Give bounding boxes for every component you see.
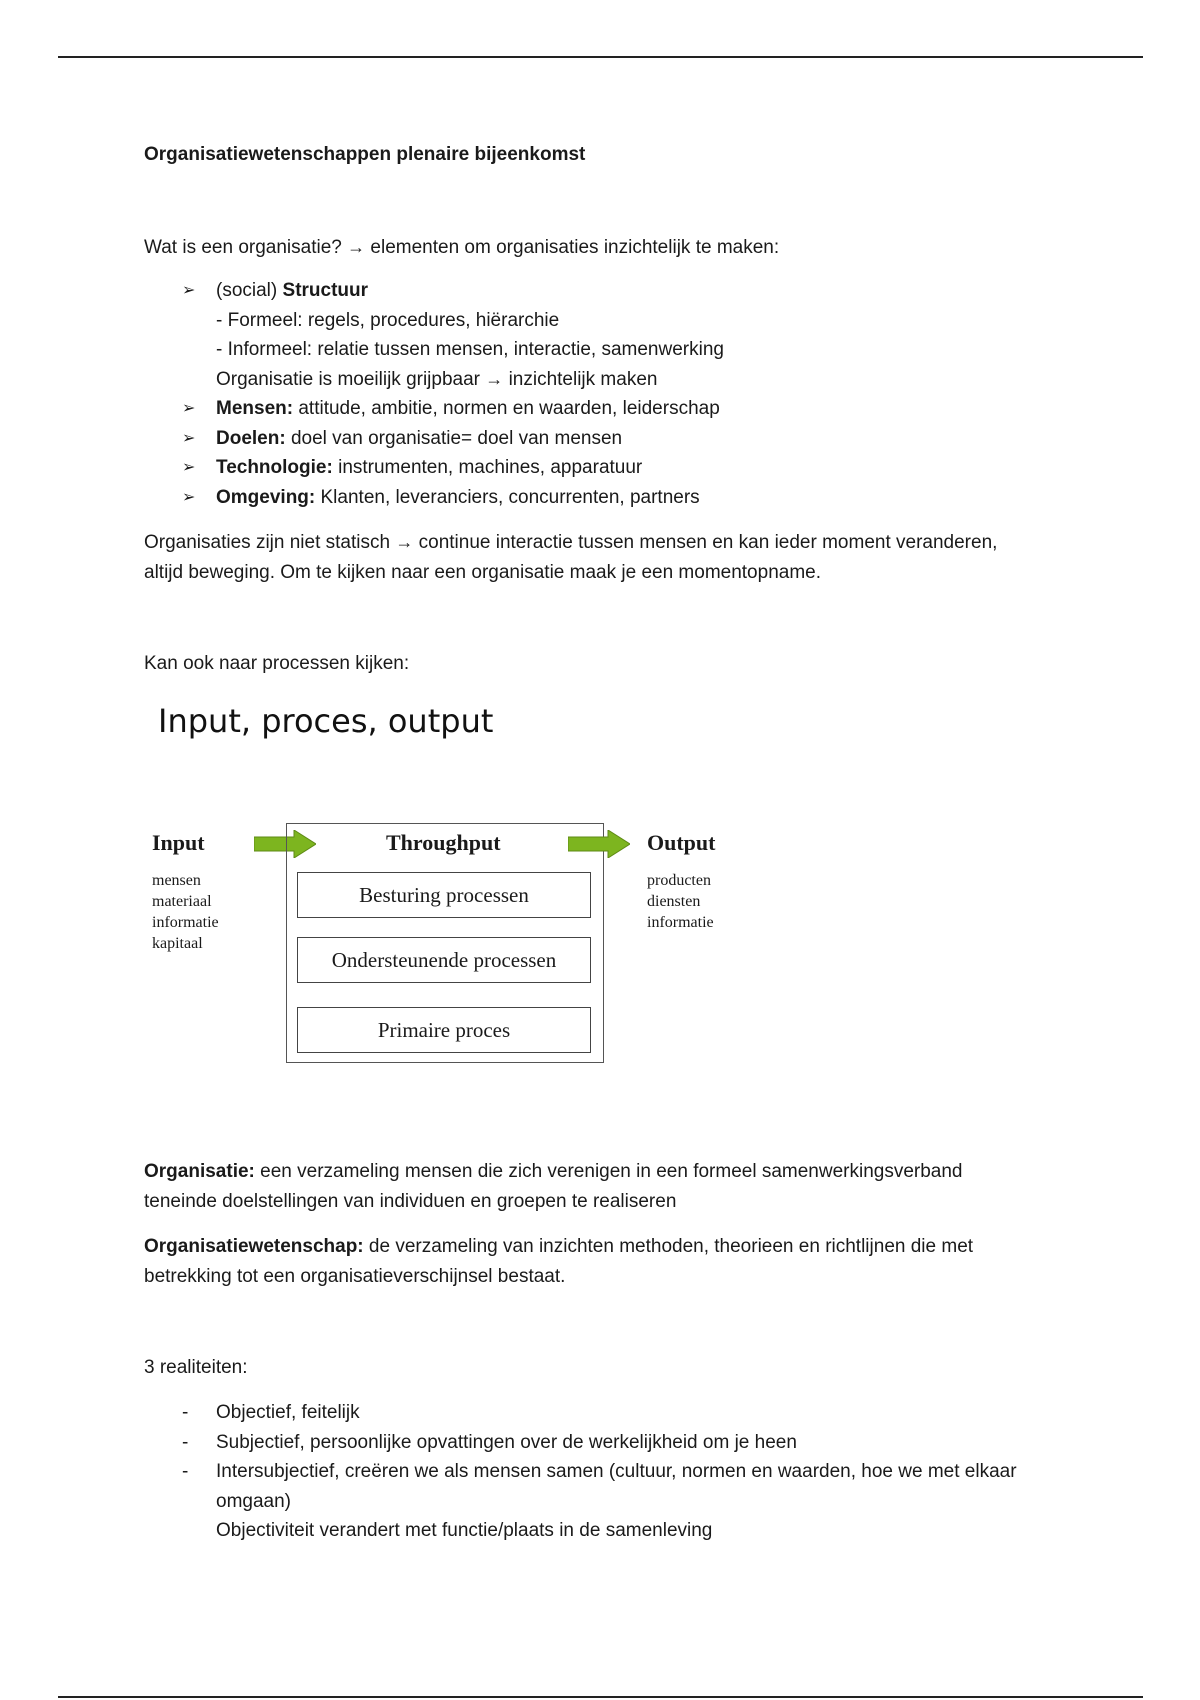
page-title: Organisatiewetenschappen plenaire bijeenkomst xyxy=(144,144,586,165)
diagram-title: Input, proces, output xyxy=(158,702,494,740)
reality-note: Objectiviteit verandert met functie/plaats in de samenleving xyxy=(216,1520,713,1541)
dynamic-paragraph xyxy=(144,527,1034,588)
input-label: Input xyxy=(152,830,205,855)
note-after: inzichtelijk maken xyxy=(508,368,658,390)
process-box-ondersteunend: Ondersteunende processen xyxy=(297,937,591,983)
doelen-text: doel van organisatie= doel van mensen xyxy=(285,427,623,449)
dynamic-before: Organisaties zijn niet statisch xyxy=(144,532,391,553)
arrow-bullet-icon: ➢ xyxy=(182,429,196,447)
dash-bullet-icon: - xyxy=(182,1402,189,1423)
arrow-right-icon: → xyxy=(485,368,504,389)
mensen-text: attitude, ambitie, normen en waarden, leiderschap xyxy=(293,398,720,419)
definition-term: Organisatiewetenschap: xyxy=(144,1236,364,1257)
footer-rule xyxy=(58,1696,1143,1698)
structuur-informeel: - Informeel: relatie tussen mensen, interactie, samenwerking xyxy=(216,339,724,360)
list-item-technologie xyxy=(182,453,724,483)
input-item: mensen xyxy=(152,872,201,889)
reality-item xyxy=(182,1398,1022,1428)
definition-term: Organisatie: xyxy=(144,1161,255,1182)
list-item-omgeving xyxy=(182,483,724,513)
dynamic-after: continue interactie tussen mensen en kan ieder moment veranderen, altijd beweging. Om te kijken naar een organisatie maak je een momentopname. xyxy=(144,532,998,583)
input-process-output-diagram xyxy=(150,820,750,1070)
input-item: kapitaal xyxy=(152,935,203,952)
intro-continuation: elementen om organisaties inzichtelijk te maken: xyxy=(370,237,780,258)
definition-text: een verzameling mensen die zich verenigen in een formeel samenwerkingsverband teneinde doelstellingen van individuen en groepen te realiseren xyxy=(144,1161,963,1212)
arrow-bullet-icon: ➢ xyxy=(182,459,196,476)
reality-text: Intersubjectief, creëren we als mensen samen (cultuur, normen en waarden, hoe we met elkaar omgaan) xyxy=(216,1461,1017,1512)
note-before: Organisatie is moeilijk grijpbaar xyxy=(216,368,480,390)
elements-list xyxy=(182,276,724,512)
process-box-besturing: Besturing processen xyxy=(297,872,591,918)
structuur-prefix: (social) xyxy=(216,280,283,301)
input-items xyxy=(152,870,219,954)
input-item: materiaal xyxy=(152,893,212,910)
output-label: Output xyxy=(647,830,716,855)
doelen-term: Doelen: xyxy=(216,427,286,449)
header-rule xyxy=(58,56,1143,58)
definition-text: de verzameling van inzichten methoden, theorieen en richtlijnen die met betrekking tot een organisatieverschijnsel bestaat. xyxy=(144,1236,974,1287)
realities-intro: 3 realiteiten: xyxy=(144,1357,248,1378)
reality-text: Objectief, feitelijk xyxy=(216,1402,360,1423)
dash-bullet-icon: - xyxy=(182,1431,189,1453)
dash-bullet-icon: - xyxy=(182,1461,189,1482)
reality-item xyxy=(182,1457,1022,1546)
process-box-primair: Primaire proces xyxy=(297,1007,591,1053)
output-item: diensten xyxy=(647,893,701,910)
list-item-structuur xyxy=(182,276,724,394)
omgeving-text: Klanten, leveranciers, concurrenten, partners xyxy=(315,486,700,508)
intro-paragraph xyxy=(144,232,779,263)
processes-intro: Kan ook naar processen kijken: xyxy=(144,653,410,674)
arrow-right-icon: → xyxy=(395,532,414,552)
technologie-text: instrumenten, machines, apparatuur xyxy=(332,457,643,478)
structuur-formeel: - Formeel: regels, procedures, hiërarchie xyxy=(216,309,560,331)
arrow-right-icon: → xyxy=(347,237,366,257)
structuur-note xyxy=(216,365,724,395)
mensen-term: Mensen: xyxy=(216,398,294,419)
green-arrow-icon xyxy=(568,830,630,858)
realities-list xyxy=(182,1398,1022,1546)
structuur-term: Structuur xyxy=(282,280,369,301)
input-item: informatie xyxy=(152,914,219,931)
arrow-bullet-icon: ➢ xyxy=(182,488,196,506)
definition-organisatiewetenschap xyxy=(144,1232,1034,1292)
arrow-bullet-icon: ➢ xyxy=(182,282,196,299)
output-item: producten xyxy=(647,872,711,889)
list-item-doelen xyxy=(182,424,724,454)
output-items xyxy=(647,870,714,933)
omgeving-term: Omgeving: xyxy=(216,486,316,508)
definition-organisatie xyxy=(144,1157,1034,1217)
intro-question: Wat is een organisatie? xyxy=(144,237,342,258)
throughput-label: Throughput xyxy=(386,830,501,855)
reality-item xyxy=(182,1428,1022,1458)
technologie-term: Technologie: xyxy=(216,457,333,478)
output-item: informatie xyxy=(647,914,714,931)
list-item-mensen xyxy=(182,394,724,424)
arrow-bullet-icon: ➢ xyxy=(182,400,196,417)
reality-text: Subjectief, persoonlijke opvattingen over de werkelijkheid om je heen xyxy=(216,1431,797,1453)
